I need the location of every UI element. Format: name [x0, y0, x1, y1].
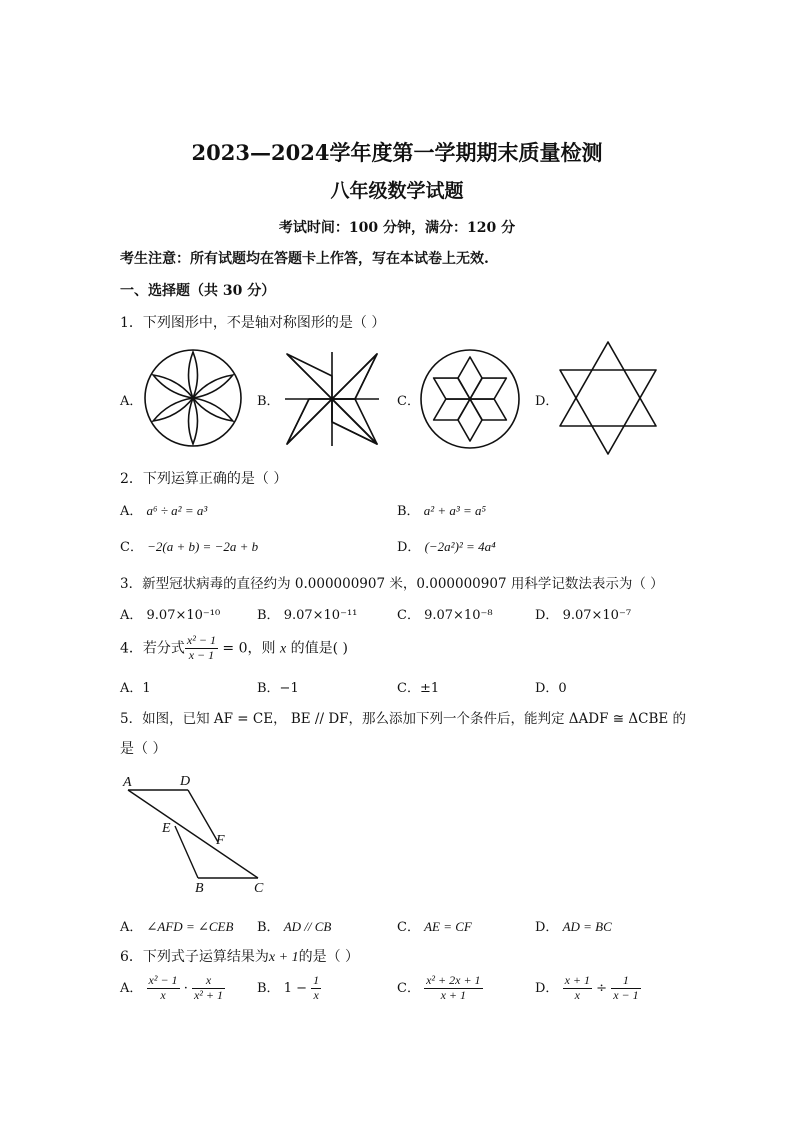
q2-option-b-label: B． [397, 504, 420, 519]
point-d-label: D [180, 774, 191, 789]
section-heading: 一、选择题（共 30 分） [120, 283, 276, 299]
q6-a-fraction-1 [147, 974, 180, 1003]
q2-option-c [120, 536, 258, 555]
q3-option-c-label: C． [397, 608, 420, 623]
exam-subtitle: 八年级数学试题 [330, 180, 464, 202]
q6-d-den1: x [574, 987, 580, 1002]
q3-option-b [257, 604, 357, 623]
q4-prefix: 4．若分式 [120, 640, 185, 657]
q2-option-a-expr: a⁶ ÷ a² = a³ [146, 503, 208, 518]
q5-option-b [257, 916, 331, 935]
q6-stem-suffix: 的是（ ） [298, 949, 360, 965]
q2-option-c-label: C． [120, 540, 143, 555]
q4-var: x [279, 641, 287, 657]
q1-option-b-label: B． [257, 394, 280, 409]
q4-fraction [185, 634, 218, 663]
q5-option-a-expr: ∠AFD = ∠CEB [146, 919, 234, 934]
q6-a-num1: x² − 1 [148, 973, 178, 987]
q1-option-c-label: C． [397, 394, 420, 409]
q5-option-d-label: D． [535, 920, 559, 935]
q6-d-num1: x + 1 [564, 973, 591, 987]
pinwheel-figure [281, 348, 383, 450]
question-1-stem: 1．下列图形中，不是轴对称图形的是（ ） [120, 315, 386, 331]
q4-option-c: C．±1 [397, 681, 440, 696]
exam-title: 2023—2024学年度第一学期期末质量检测 [191, 140, 603, 165]
q4-mid: = 0，则 [222, 640, 276, 657]
question-3-stem: 3．新型冠状病毒的直径约为 0.000000907 米，0.000000907 用科学记数法表示为（ ） [120, 576, 664, 592]
q6-d-divide: ÷ [596, 980, 608, 996]
question-6-stem [120, 946, 359, 966]
q5-option-c-expr: AE = CF [424, 919, 472, 934]
q3-option-a-expr: 9.07×10⁻¹⁰ [146, 608, 221, 623]
q6-d-fraction-1 [563, 974, 592, 1003]
q3-option-c [397, 604, 493, 623]
q6-option-d-label: D． [535, 980, 559, 996]
question-5-stem-line2: 是（ ） [120, 741, 167, 757]
q5-option-a-label: A． [120, 920, 143, 935]
q3-option-a [120, 604, 220, 623]
q6-a-fraction-2 [192, 974, 225, 1003]
exam-info: 考试时间：100 分钟，满分：120 分 [278, 220, 516, 236]
q5-option-d [535, 916, 612, 935]
flower-circle-figure [143, 348, 243, 448]
q6-d-fraction-2 [611, 974, 640, 1003]
q6-option-b [257, 974, 321, 1003]
point-a-label: A [123, 775, 132, 790]
q6-option-c-label: C． [397, 980, 420, 996]
q2-option-c-expr: −2(a + b) = −2a + b [147, 539, 259, 554]
q6-a-den2: x² + 1 [193, 987, 224, 1002]
q4-option-a: A．1 [120, 681, 151, 696]
q5-option-c [397, 916, 472, 935]
q6-d-num2: 1 [611, 974, 640, 989]
q2-option-b-expr: a² + a³ = a⁵ [423, 503, 487, 518]
candidate-notice: 考生注意：所有试题均在答题卡上作答，写在本试卷上无效. [120, 251, 489, 267]
q3-option-c-expr: 9.07×10⁻⁸ [424, 608, 493, 623]
q1-option-d-label: D． [535, 394, 559, 409]
q4-denominator: x − 1 [188, 647, 215, 662]
q6-option-a-label: A． [120, 980, 143, 996]
question-5-stem-line1: 5．如图，已知 AF = CE， BE // DF，那么添加下列一个条件后，能判定 ΔADF ≅ ΔCBE 的 [120, 711, 687, 727]
q6-c-num: x² + 2x + 1 [426, 973, 481, 987]
point-b-label: B [195, 881, 204, 896]
q2-option-a [120, 500, 207, 519]
q5-option-a [120, 916, 233, 935]
q5-option-d-expr: AD = BC [562, 919, 612, 934]
q3-option-b-label: B． [257, 608, 280, 623]
q6-option-b-label: B． [257, 980, 280, 996]
q4-option-d: D．0 [535, 681, 567, 696]
question-2-stem: 2．下列运算正确的是（ ） [120, 471, 288, 487]
q4-option-b: B．−1 [257, 681, 299, 696]
q6-a-dot: · [183, 980, 188, 996]
point-f-label: F [216, 833, 225, 848]
q6-option-c [397, 974, 483, 1003]
q3-option-d-expr: 9.07×10⁻⁷ [562, 608, 632, 623]
q2-option-d-expr: (−2a²)² = 4a⁴ [424, 539, 496, 554]
q6-option-a [120, 974, 225, 1003]
point-e-label: E [162, 821, 171, 836]
q4-suffix: 的值是( ) [290, 640, 348, 657]
q5-geometry-figure [118, 770, 278, 896]
point-c-label: C [254, 881, 264, 896]
hexagram-figure [556, 340, 660, 456]
q2-option-b [397, 500, 486, 519]
q5-option-c-label: C． [397, 920, 420, 935]
q6-d-den2: x − 1 [613, 987, 639, 1002]
question-4-stem [120, 634, 348, 663]
q6-stem-var: x + 1 [268, 950, 299, 965]
q5-option-b-expr: AD // CB [283, 919, 332, 934]
q4-numerator: x² − 1 [186, 633, 216, 647]
q6-a-num2: x [192, 974, 225, 989]
q6-b-fraction [311, 974, 321, 1003]
q1-option-a-label: A． [120, 394, 143, 409]
q6-b-num: 1 [313, 973, 320, 987]
q3-option-b-expr: 9.07×10⁻¹¹ [283, 608, 358, 623]
q3-option-a-label: A． [120, 608, 143, 623]
q6-b-pre: 1 − [283, 980, 307, 996]
q2-option-d-label: D． [397, 540, 421, 555]
q5-option-b-label: B． [257, 920, 280, 935]
q2-option-d [397, 536, 496, 555]
q6-b-den: x [313, 987, 319, 1002]
q6-stem-prefix: 6．下列式子运算结果为 [120, 949, 269, 965]
q6-option-d [535, 974, 641, 1003]
q6-c-fraction [424, 974, 482, 1003]
q3-option-d-label: D． [535, 608, 559, 623]
rhombus-star-circle-figure [419, 348, 521, 450]
q2-option-a-label: A． [120, 504, 143, 519]
q6-a-den1: x [160, 987, 166, 1002]
q6-c-den: x + 1 [440, 987, 467, 1002]
q3-option-d [535, 604, 631, 623]
